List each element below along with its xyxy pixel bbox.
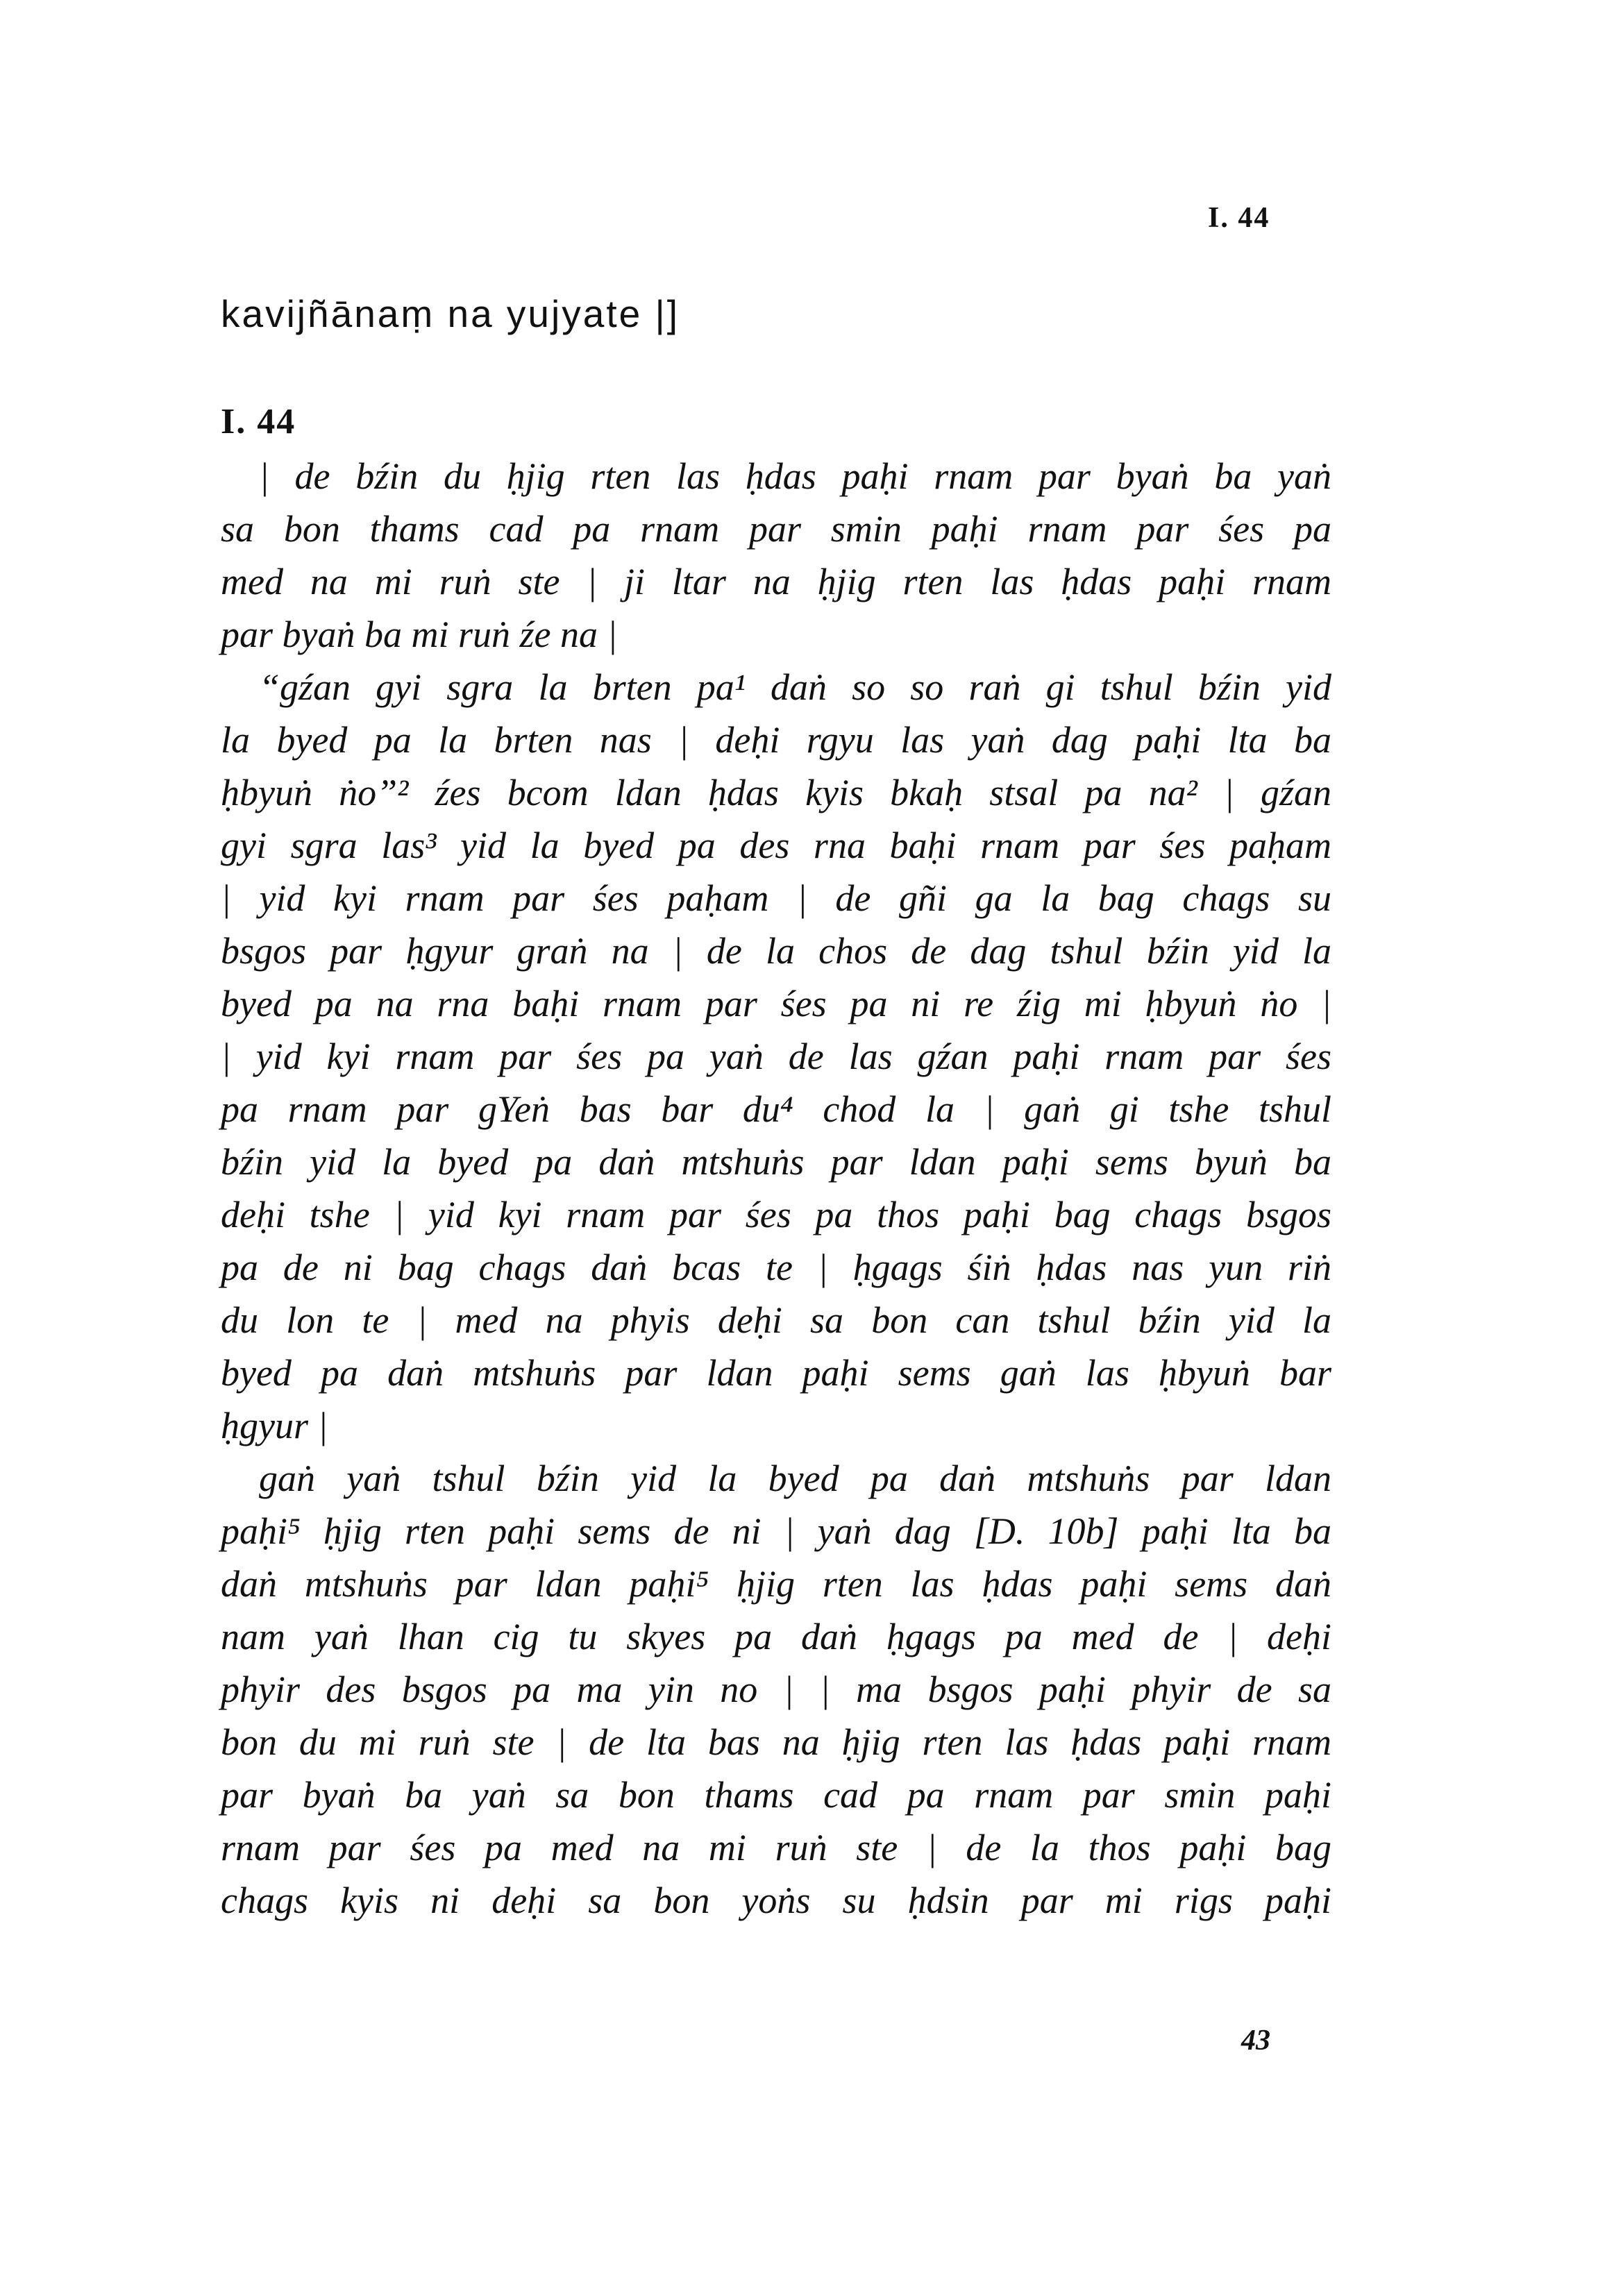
text-line: med na mi ruṅ ste | ji ltar na ḥjig rten las ḥdas paḥi rnam (221, 561, 1331, 602)
text-line: paḥi⁵ ḥjig rten paḥi sems de ni | yaṅ dag [D. 10b] paḥi lta ba (221, 1510, 1331, 1552)
text-line: bsgos par ḥgyur graṅ na | de la chos de dag tshul bźin yid la (221, 930, 1331, 972)
text-line: | yid kyi rnam par śes paḥam | de gñi ga la bag chags su (221, 877, 1331, 919)
page-number: 43 (1241, 2025, 1270, 2057)
text-line: deḥi tshe | yid kyi rnam par śes pa thos paḥi bag chags bsgos (221, 1194, 1331, 1235)
text-line: phyir des bsgos pa ma yin no | | ma bsgos paḥi phyir de sa (221, 1669, 1331, 1710)
body-text (221, 450, 1331, 1927)
text-line: chags kyis ni deḥi sa bon yoṅs su ḥdsin par mi rigs paḥi (221, 1880, 1331, 1921)
text-line: ḥbyuṅ ṅo”² źes bcom ldan ḥdas kyis bkaḥ stsal pa na² | gźan (221, 772, 1331, 813)
text-line: bźin yid la byed pa daṅ mtshuṅs par ldan paḥi sems byuṅ ba (221, 1141, 1331, 1183)
text-line: pa rnam par gYeṅ bas bar du⁴ chod la | gaṅ gi tshe tshul (221, 1088, 1331, 1130)
text-line: byed pa na rna baḥi rnam par śes pa ni re źig mi ḥbyuṅ ṅo | (221, 983, 1331, 1024)
text-line: byed pa daṅ mtshuṅs par ldan paḥi sems gaṅ las ḥbyuṅ bar (221, 1352, 1331, 1394)
text-line: rnam par śes pa med na mi ruṅ ste | de la thos paḥi bag (221, 1827, 1331, 1868)
running-head: I. 44 (1208, 202, 1270, 234)
text-line: ḥgyur | (221, 1405, 328, 1446)
text-line: | yid kyi rnam par śes pa yaṅ de las gźan paḥi rnam par śes (221, 1036, 1331, 1077)
text-line: daṅ mtshuṅs par ldan paḥi⁵ ḥjig rten las ḥdas paḥi sems daṅ (221, 1563, 1331, 1605)
text-line: | de bźin du ḥjig rten las ḥdas paḥi rnam par byaṅ ba yaṅ (259, 455, 1331, 497)
text-line: sa bon thams cad pa rnam par smin paḥi rnam par śes pa (221, 508, 1331, 550)
text-line: gyi sgra las³ yid la byed pa des rna baḥi rnam par śes paḥam (221, 825, 1331, 866)
text-line: par byaṅ ba yaṅ sa bon thams cad pa rnam par smin paḥi (221, 1774, 1331, 1816)
section-heading: I. 44 (221, 402, 296, 441)
text-line: la byed pa la brten nas | deḥi rgyu las yaṅ dag paḥi lta ba (221, 719, 1331, 761)
text-line: gaṅ yaṅ tshul bźin yid la byed pa daṅ mtshuṅs par ldan (259, 1458, 1331, 1499)
text-line: bon du mi ruṅ ste | de lta bas na ḥjig rten las ḥdas paḥi rnam (221, 1721, 1331, 1763)
text-line: nam yaṅ lhan cig tu skyes pa daṅ ḥgags pa med de | deḥi (221, 1616, 1331, 1657)
text-line: “gźan gyi sgra la brten pa¹ daṅ so so raṅ gi tshul bźin yid (259, 666, 1331, 708)
text-line: par byaṅ ba mi ruṅ źe na | (221, 614, 618, 655)
text-line: pa de ni bag chags daṅ bcas te | ḥgags śiṅ ḥdas nas yun riṅ (221, 1247, 1331, 1288)
sanskrit-line: kavijñānaṃ na yujyate |] (221, 292, 680, 335)
text-line: du lon te | med na phyis deḥi sa bon can tshul bźin yid la (221, 1299, 1331, 1341)
